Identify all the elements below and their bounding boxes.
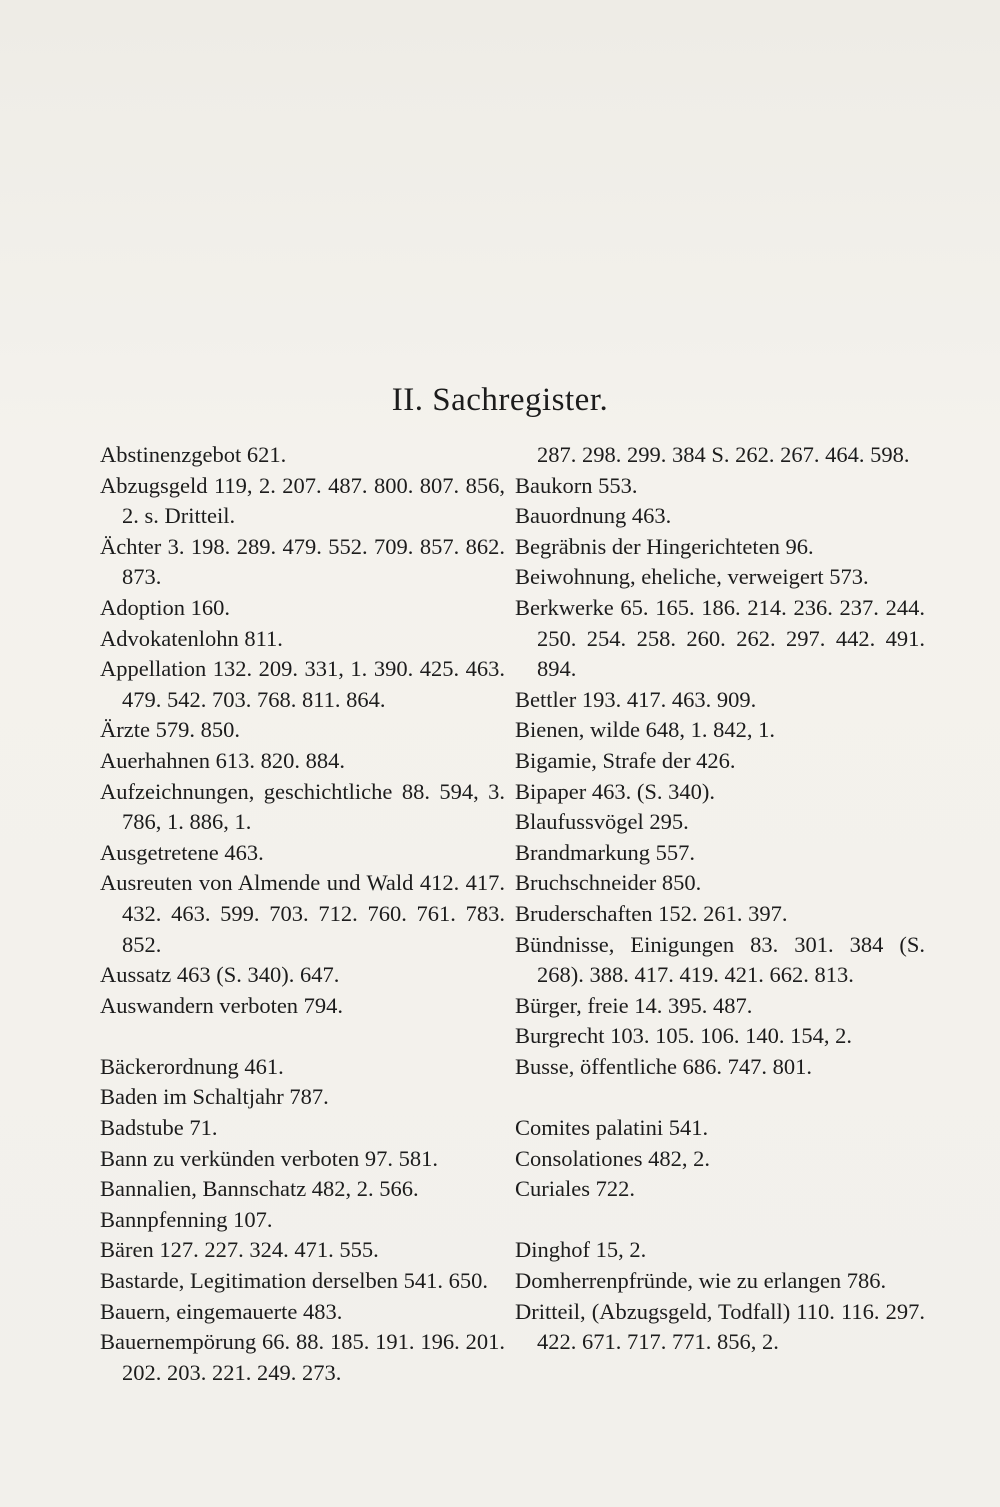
index-entry: Beiwohnung, eheliche, verweigert 573. [515,564,869,590]
index-entry: Burgrecht 103. 105. 106. 140. 154, 2. [515,1023,853,1049]
index-entry: Bündnisse, Einigungen 83. 301. 384 (S. 268). 388. 417. 419. 421. 662. 813. [515,931,925,988]
index-entry: Aussatz 463 (S. 340). 647. [100,962,340,988]
index-entry: Appellation 132. 209. 331, 1. 390. 425. 463. 479. 542. 703. 768. 811. 864. [100,656,505,712]
index-entry: Begräbnis der Hingerichteten 96. [515,533,814,559]
index-entry: Bürger, freie 14. 395. 487. [515,992,753,1018]
index-entry: Baukorn 553. [515,472,638,498]
index-entry: Comites palatini 541. [515,1115,709,1141]
index-entry: Abzugsgeld 119, 2. 207. 487. 800. 807. 856, 2. s. Dritteil. [100,472,505,529]
index-entry: Domherrenpfründe, wie zu erlangen 786. [515,1268,887,1294]
index-entry: Bann zu verkünden verboten 97. 581. [100,1145,439,1171]
index-entry: Consolationes 482, 2. [515,1145,710,1171]
index-entry: Bienen, wilde 648, 1. 842, 1. [515,717,775,743]
index-entry: Bannalien, Bannschatz 482, 2. 566. [100,1176,419,1202]
index-entry: Ächter 3. 198. 289. 479. 552. 709. 857. 862. 873. [100,533,505,590]
index-entry: Dinghof 15, 2. [515,1237,647,1263]
index-entry: Bruderschaften 152. 261. 397. [515,900,788,926]
index-entry: Bannpfenning 107. [100,1206,273,1232]
index-entry: Curiales 722. [515,1176,635,1202]
index-entry: Adoption 160. [100,594,231,620]
index-column-right [515,440,925,1358]
index-entry: Bauernempörung 66. 88. 185. 191. 196. 201. 202. 203. 221. 249. 273. [100,1329,505,1385]
index-entry: Auswandern verboten 794. [100,992,344,1018]
index-entry: Blaufussvögel 295. [515,809,689,835]
index-entry: Aufzeichnungen, geschichtliche 88. 594, 3. 786, 1. 886, 1. [100,778,505,835]
index-entry: Dritteil, (Abzugsgeld, Todfall) 110. 116. 297. 422. 671. 717. 771. 856, 2. [515,1298,925,1355]
index-entry: Ausgetretene 463. [100,839,264,865]
index-entry: Baden im Schaltjahr 787. [100,1084,329,1110]
index-entry: Berkwerke 65. 165. 186. 214. 236. 237. 244. 250. 254. 258. 260. 262. 297. 442. 491. 894. [515,594,925,682]
index-entry: Bruchschneider 850. [515,870,702,896]
index-entry: Bauordnung 463. [515,503,672,529]
index-entry: Brandmarkung 557. [515,839,695,865]
page-heading: II. Sachregister. [391,382,609,418]
index-entry: Busse, öffentliche 686. 747. 801. [515,1053,813,1079]
index-entry: Advokatenlohn 811. [100,625,283,651]
index-entry: Auerhahnen 613. 820. 884. [100,747,345,773]
index-entry: Bären 127. 227. 324. 471. 555. [100,1237,379,1263]
index-entry: Bettler 193. 417. 463. 909. [515,686,757,712]
index-entry: Bastarde, Legitimation derselben 541. 650. [100,1268,489,1294]
index-entry: Bäckerordnung 461. [100,1053,284,1079]
index-column-left [100,440,505,1388]
index-entry: Bipaper 463. (S. 340). [515,778,715,804]
index-entry: Bigamie, Strafe der 426. [515,747,736,773]
index-entry: Ausreuten von Almende und Wald 412. 417. 432. 463. 599. 703. 712. 760. 761. 783. 852. [100,870,505,957]
index-entry: Ärzte 579. 850. [100,717,240,743]
index-entry: 287. 298. 299. 384 S. 262. 267. 464. 598. [537,442,910,467]
index-entry: Badstube 71. [100,1115,218,1141]
index-entry: Abstinenzgebot 621. [100,442,287,467]
index-entry: Bauern, eingemauerte 483. [100,1298,343,1324]
